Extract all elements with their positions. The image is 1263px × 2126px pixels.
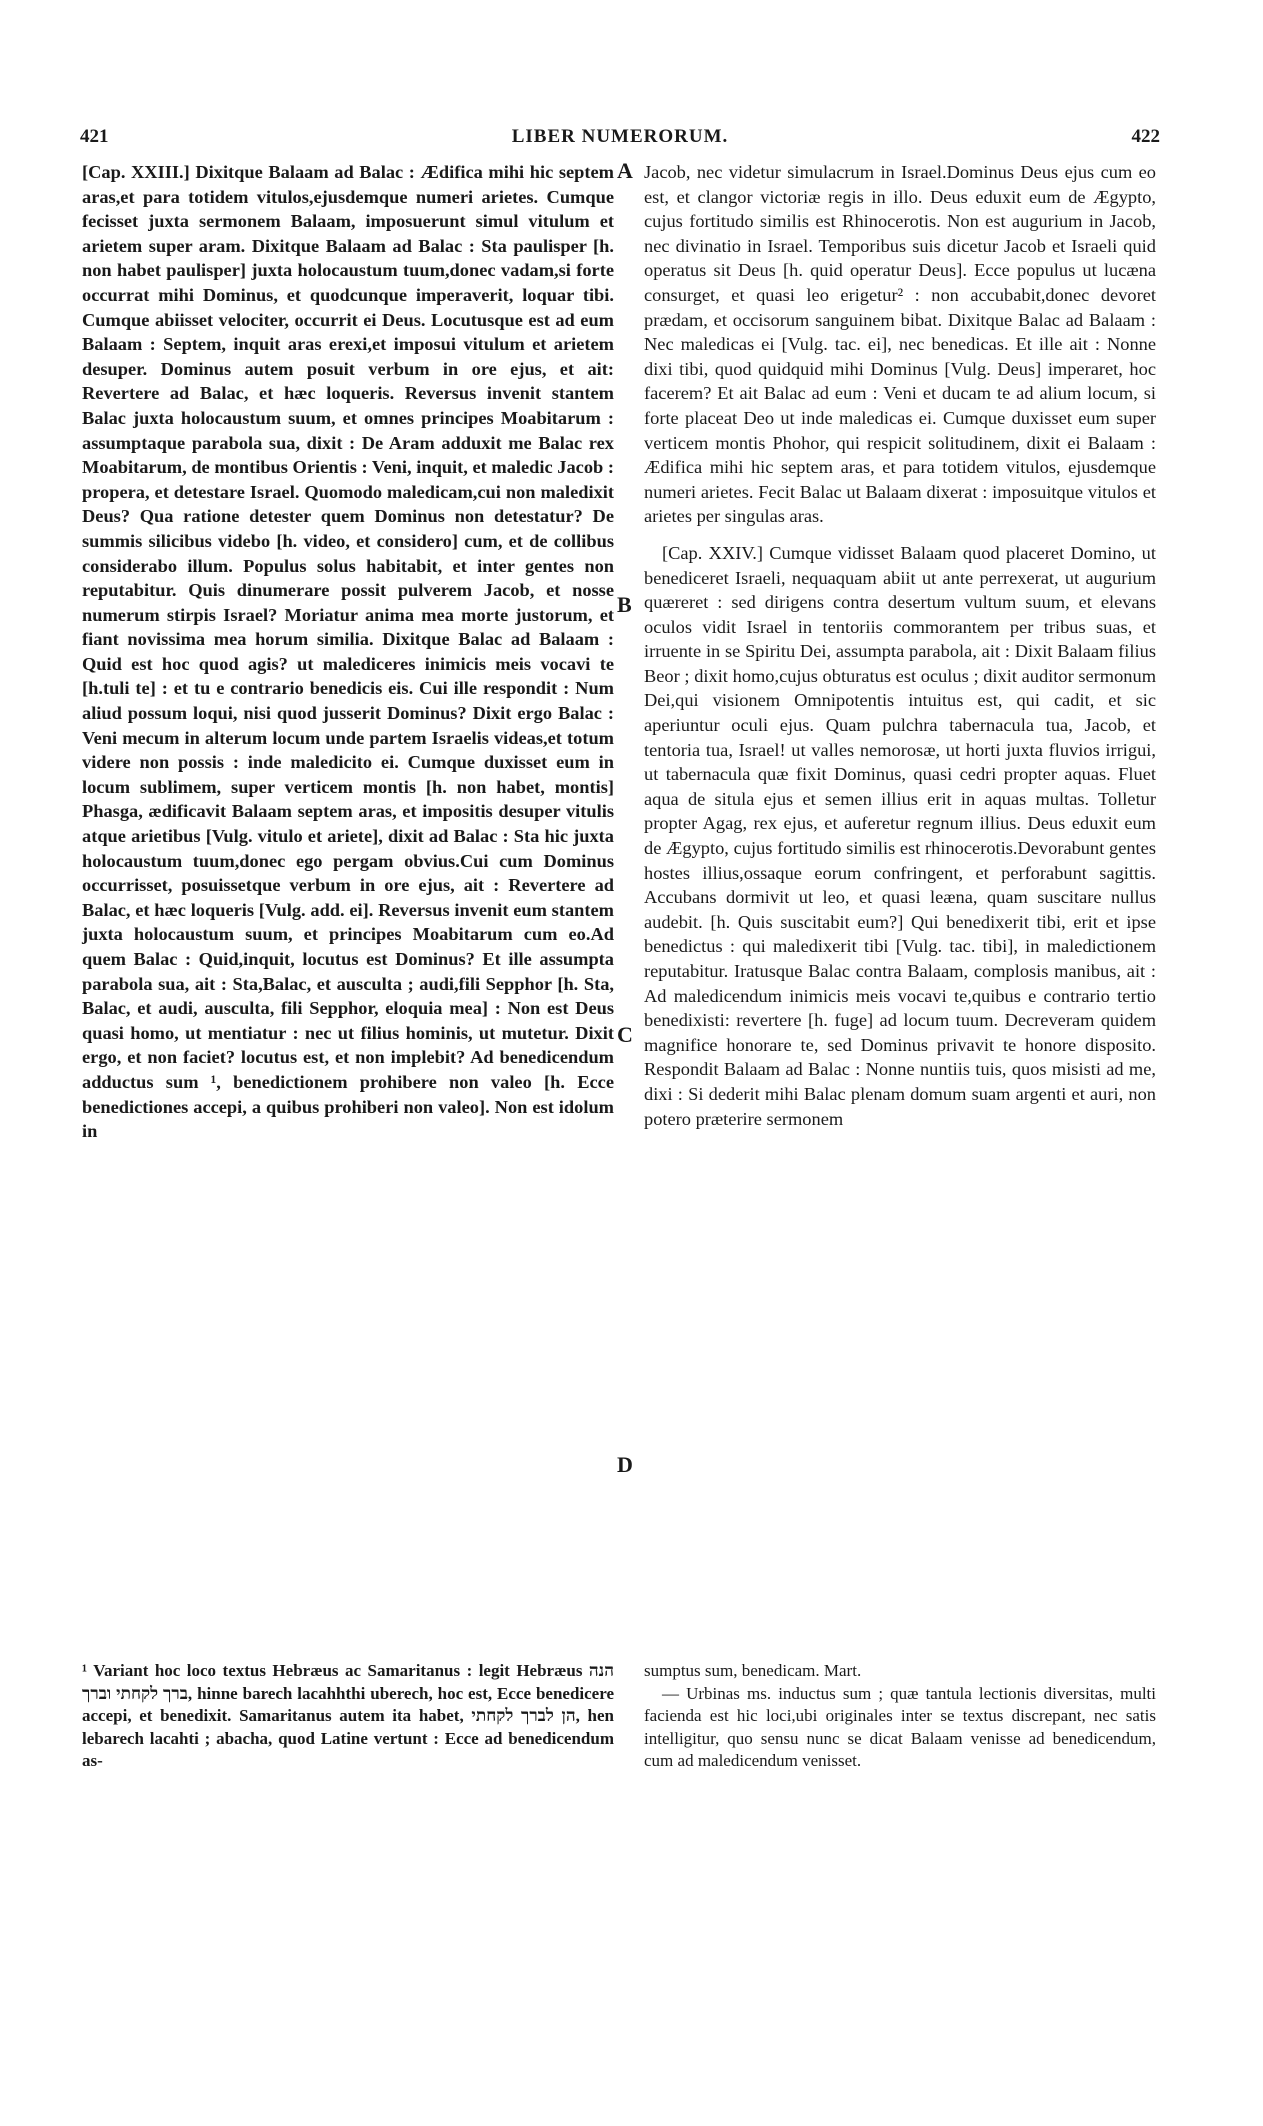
footnote-left-text: ¹ Variant hoc loco textus Hebræus ac Samaritanus : legit Hebræus הנה ברך לקחתי וברך, hinne barech lacahhthi uberech, hoc est, Ecce benedicere accepi, et benedixit. Samaritanus autem ita habet, הן לברך לקחתי, hen lebarech lacahti ; abacha, quod Latine vertunt : Ecce ad benedicendum as- — [82, 1661, 614, 1770]
footnote-left — [82, 1660, 614, 1773]
right-page-number: 422 — [1131, 126, 1160, 147]
section-marker-b: B — [617, 592, 632, 617]
footnote-right-text: — Urbinas ms. inductus sum ; quæ tantula lectionis diversitas, multi facienda est hic loci,ubi originales inter se textus discrepant, nec satis intelligitur, quo sensu nunc se dicat Balaam venisse ad benedicendum, cum ad maledicendum venisset. — [644, 1683, 1156, 1770]
right-column-paragraph-2: [Cap. XXIV.] Cumque vidisset Balaam quod placeret Domino, ut benediceret Israeli, nequaquam abiit ut ante perrexerat, ut augurium quæreret : sed dirigens contra desertum vultum suum, et elevans oculos vidit Israel in tentoriis commorantem per tribus suas, et irruente in se Spiritu Dei, assumpta parabola, ait : Dixit Balaam filius Beor ; dixit homo,cujus obturatus est oculus ; dixit auditor sermonum Dei,qui visionem Omnipotentis intuitus est, qui cadit, et sic aperiuntur oculi ejus. Quam pulchra tabernacula tua, Jacob, et tentoria tua, Israel! ut valles nemorosæ, ut horti juxta fluvios irrigui, ut tabernacula quæ fixit Dominus, quasi cedri propter aquas. Fluet aqua de situla ejus et semen illius erit in aquas multas. Tolletur propter Agag, rex ejus, et auferetur regnum illius. Deus eduxit eum de Ægypto, cujus fortitudo similis est rhinocerotis.Devorabunt gentes hostes illius,ossaque eorum confringent, et perforabunt sagittis. Accubans dormivit ut leo, et quasi leæna, quam suscitare nullus audebit. [h. Quis suscitabit eum?] Qui benedixerit tibi, erit et ipse benedictus : qui maledixerit tibi [Vulg. tac. tibi], in maledictionem reputabitur. Iratusque Balac contra Balaam, complosis manibus, ait : Ad maledicendum inimicis meis vocavi te,quibus e contrario tertio benedixisti: revertere [h. fuge] ad locum tuum. Decreveram quidem magnifice honorare te, sed Dominus privavit te honore disposito. Respondit Balaam ad Balac : Nonne nuntiis tuis, quos misisti ad me, dixi : Si dederit mihi Balac plenam domum suam argenti et auri, non potero præterire sermonem — [644, 542, 1156, 1129]
left-text-column — [82, 160, 614, 1144]
footnote-right-line-1: sumptus sum, benedicam. Mart. — [644, 1661, 862, 1680]
section-marker-c: C — [617, 1022, 633, 1047]
section-marker-d: D — [617, 1452, 633, 1477]
running-title: LIBER NUMERORUM. — [511, 126, 729, 147]
footnote-right — [644, 1660, 1156, 1773]
left-page-number: 421 — [80, 126, 109, 147]
right-column-paragraph-1: Jacob, nec videtur simulacrum in Israel.Dominus Deus ejus cum eo est, et clangor victoriæ regis in illo. Deus eduxit eum de Ægypto, cujus fortitudo similis est Rhinocerotis. Non est augurium in Jacob, nec divinatio in Israel. Temporibus suis dicetur Jacob et Israeli quid operatus sit Deus [h. quid operatur Deus]. Ecce populus ut lucæna consurget, et quasi leo erigetur² : non accubabit,donec devoret prædam, et occisorum sanguinem bibat. Dixitque Balac ad Balaam : Nec maledicas ei [Vulg. tac. ei], nec benedicas. Et ille ait : Nonne dixi tibi, quod quidquid mihi Dominus [Vulg. Deus] imperaret, hoc facerem? Et ait Balac ad eum : Veni et ducam te ad alium locum, si forte placeat Deo ut inde maledicas ei. Cumque duxisset eum super verticem montis Phohor, qui respicit solitudinem, dixit ei Balaam : Ædifica mihi hic septem aras, et para totidem vitulos, ejusdemque numeri arietes. Fecit Balac ut Balaam dixerat : imposuitque vitulos et arietes per singulas aras. — [644, 162, 1156, 527]
left-column-text: [Cap. XXIII.] Dixitque Balaam ad Balac : Ædifica mihi hic septem aras,et para totidem vitulos,ejusdemque numeri arietes. Cumque fecisset juxta sermonem Balaam, imposuerunt simul vitulum et arietem super aram. Dixitque Balaam ad Balac : Sta paulisper [h. non habet paulisper] juxta holocaustum tuum,donec vadam,si forte occurrat mihi Dominus, et quodcunque imperaverit, loquar tibi. Cumque abiisset velociter, occurrit ei Deus. Locutusque est ad eum Balaam : Septem, inquit aras erexi,et imposui vitulum et arietem desuper. Dominus autem posuit verbum in ore ejus, et ait: Revertere ad Balac, et hæc loqueris. Reversus invenit stantem Balac juxta holocaustum suum, et omnes principes Moabitarum : assumptaque parabola sua, dixit : De Aram adduxit me Balac rex Moabitarum, de montibus Orientis : Veni, inquit, et maledic Jacob : propera, et detestare Israel. Quomodo maledicam,cui non maledixit Deus? Qua ratione detester quem Dominus non detestatur? De summis silicibus videbo [h. video, et considero] cum, et de collibus considerabo illum. Populus solus habitabit, et inter gentes non reputabitur. Quis dinumerare possit pulverem Jacob, et nosse numerum stirpis Israel? Moriatur anima mea morte justorum, et fiant novissima mea horum similia. Dixitque Balac ad Balaam : Quid est hoc quod agis? ut malediceres inimicis meis vocavi te [h.tuli te] : et tu e contrario benedicis eis. Cui ille respondit : Num aliud possum loqui, nisi quod jusserit Dominus? Dixit ergo Balac : Veni mecum in alterum locum unde partem Israelis videas,et totum videre non possis : inde maledicito ei. Cumque duxisset eum in locum sublimem, super verticem montis [h. non habet, montis] Phasga, ædificavit Balaam septem aras, et impositis desuper vitulis atque arietibus [Vulg. vitulo et ariete], dixit ad Balac : Sta hic juxta holocaustum tuum,donec ego pergam obvius.Cui cum Dominus occurrisset, posuissetque verbum in ore ejus, ait : Revertere ad Balac, et hæc loqueris [Vulg. add. ei]. Reversus invenit eum stantem juxta holocaustum suum, et principes Moabitarum cum eo.Ad quem Balac : Quid,inquit, locutus est Dominus? Et ille assumpta parabola sua, ait : Sta,Balac, et ausculta ; audi,fili Sepphor [h. Sta, Balac, et audi, ausculta, fili Sepphor, eloquia mea] : Non est Deus quasi homo, ut mentiatur : nec ut filius hominis, ut mutetur. Dixit ergo, et non faciet? locutus est, et non implebit? Ad benedicendum adductus sum ¹, benedictionem prohibere non valeo [h. Ecce benedictiones accepi, a quibus prohiberi non valeo]. Non est idolum in — [82, 162, 614, 1142]
right-text-column — [644, 160, 1156, 1131]
section-marker-a: A — [617, 158, 633, 183]
running-header — [80, 126, 1160, 154]
